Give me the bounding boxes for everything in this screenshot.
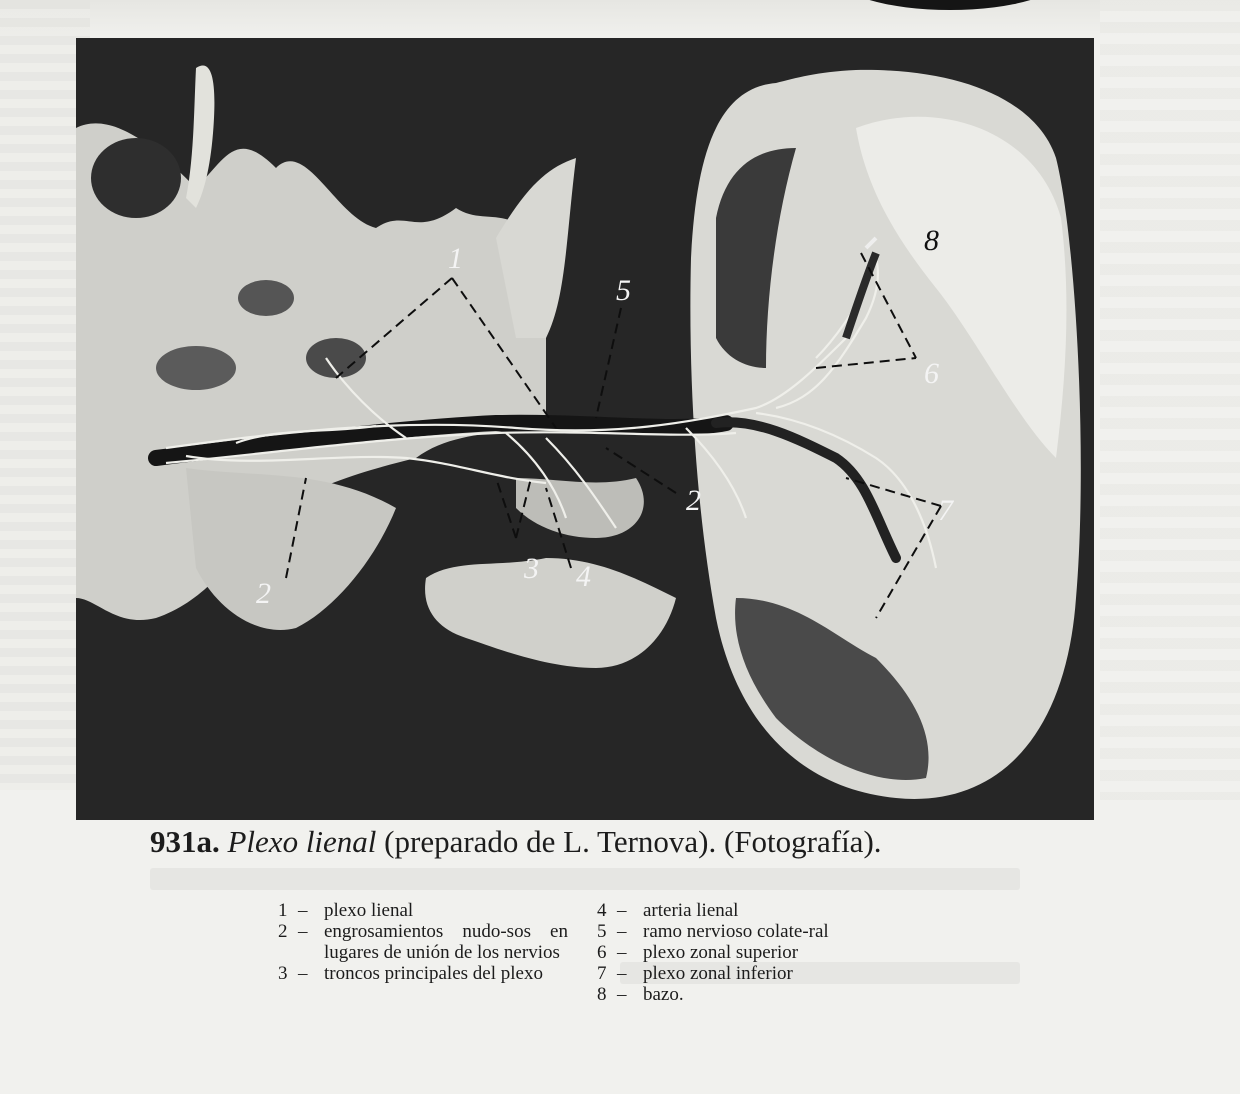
figure-label-7: 7	[938, 494, 953, 527]
figure-label-2-right: 2	[686, 484, 701, 517]
page-top-shadow	[0, 0, 1240, 40]
legend-number: 2	[278, 921, 288, 942]
legend-item	[597, 900, 887, 921]
legend-number: 8	[597, 984, 607, 1005]
legend-text: bazo.	[643, 984, 684, 1005]
legend-text: plexo zonal inferior	[643, 963, 793, 984]
figure-label-2-left: 2	[256, 577, 271, 610]
legend-item	[278, 900, 568, 921]
legend-dash: –	[298, 921, 308, 942]
legend-number: 3	[278, 963, 288, 984]
figure-label-3: 3	[524, 552, 539, 585]
legend-text: plexo lienal	[324, 900, 414, 921]
legend-text: ramo nervioso colate-ral	[643, 921, 829, 942]
figure-label-6: 6	[924, 357, 939, 390]
legend-number: 7	[597, 963, 607, 984]
anatomical-photograph	[76, 38, 1094, 820]
figure-label-1: 1	[448, 242, 463, 275]
legend-dash: –	[617, 963, 627, 984]
legend-text: troncos principales del plexo	[324, 963, 543, 984]
legend-text: engrosamientos nudo-sos en lugares de unión de los nervios	[324, 921, 568, 963]
legend-dash: –	[617, 984, 627, 1005]
legend-right-column	[597, 900, 887, 1005]
legend-number: 4	[597, 900, 607, 921]
legend-number: 5	[597, 921, 607, 942]
legend-left-column	[278, 900, 568, 984]
legend-dash: –	[617, 900, 627, 921]
legend-item	[597, 963, 887, 984]
legend-number: 6	[597, 942, 607, 963]
legend-text: plexo zonal superior	[643, 942, 799, 963]
legend-dash: –	[617, 942, 627, 963]
right-bleed-through-text	[1100, 0, 1240, 800]
legend-item	[597, 984, 887, 1005]
legend-text: arteria lienal	[643, 900, 739, 921]
bleed-through-line	[150, 868, 1020, 890]
figure-label-8: 8	[924, 224, 939, 257]
legend-item	[278, 921, 568, 963]
legend-dash: –	[298, 900, 308, 921]
figure-title: Plexo lienal	[227, 824, 377, 859]
figure-number: 931a.	[150, 824, 220, 859]
figure-caption-rest: (preparado de L. Ternova). (Fotografía).	[376, 824, 882, 859]
figure-caption	[150, 822, 1080, 862]
figure-label-5: 5	[616, 274, 631, 307]
legend-item	[597, 942, 887, 963]
figure-label-4: 4	[576, 560, 591, 593]
legend-dash: –	[617, 921, 627, 942]
legend-item	[278, 963, 568, 984]
legend-item	[597, 921, 887, 942]
legend-number: 1	[278, 900, 288, 921]
legend-dash: –	[298, 963, 308, 984]
